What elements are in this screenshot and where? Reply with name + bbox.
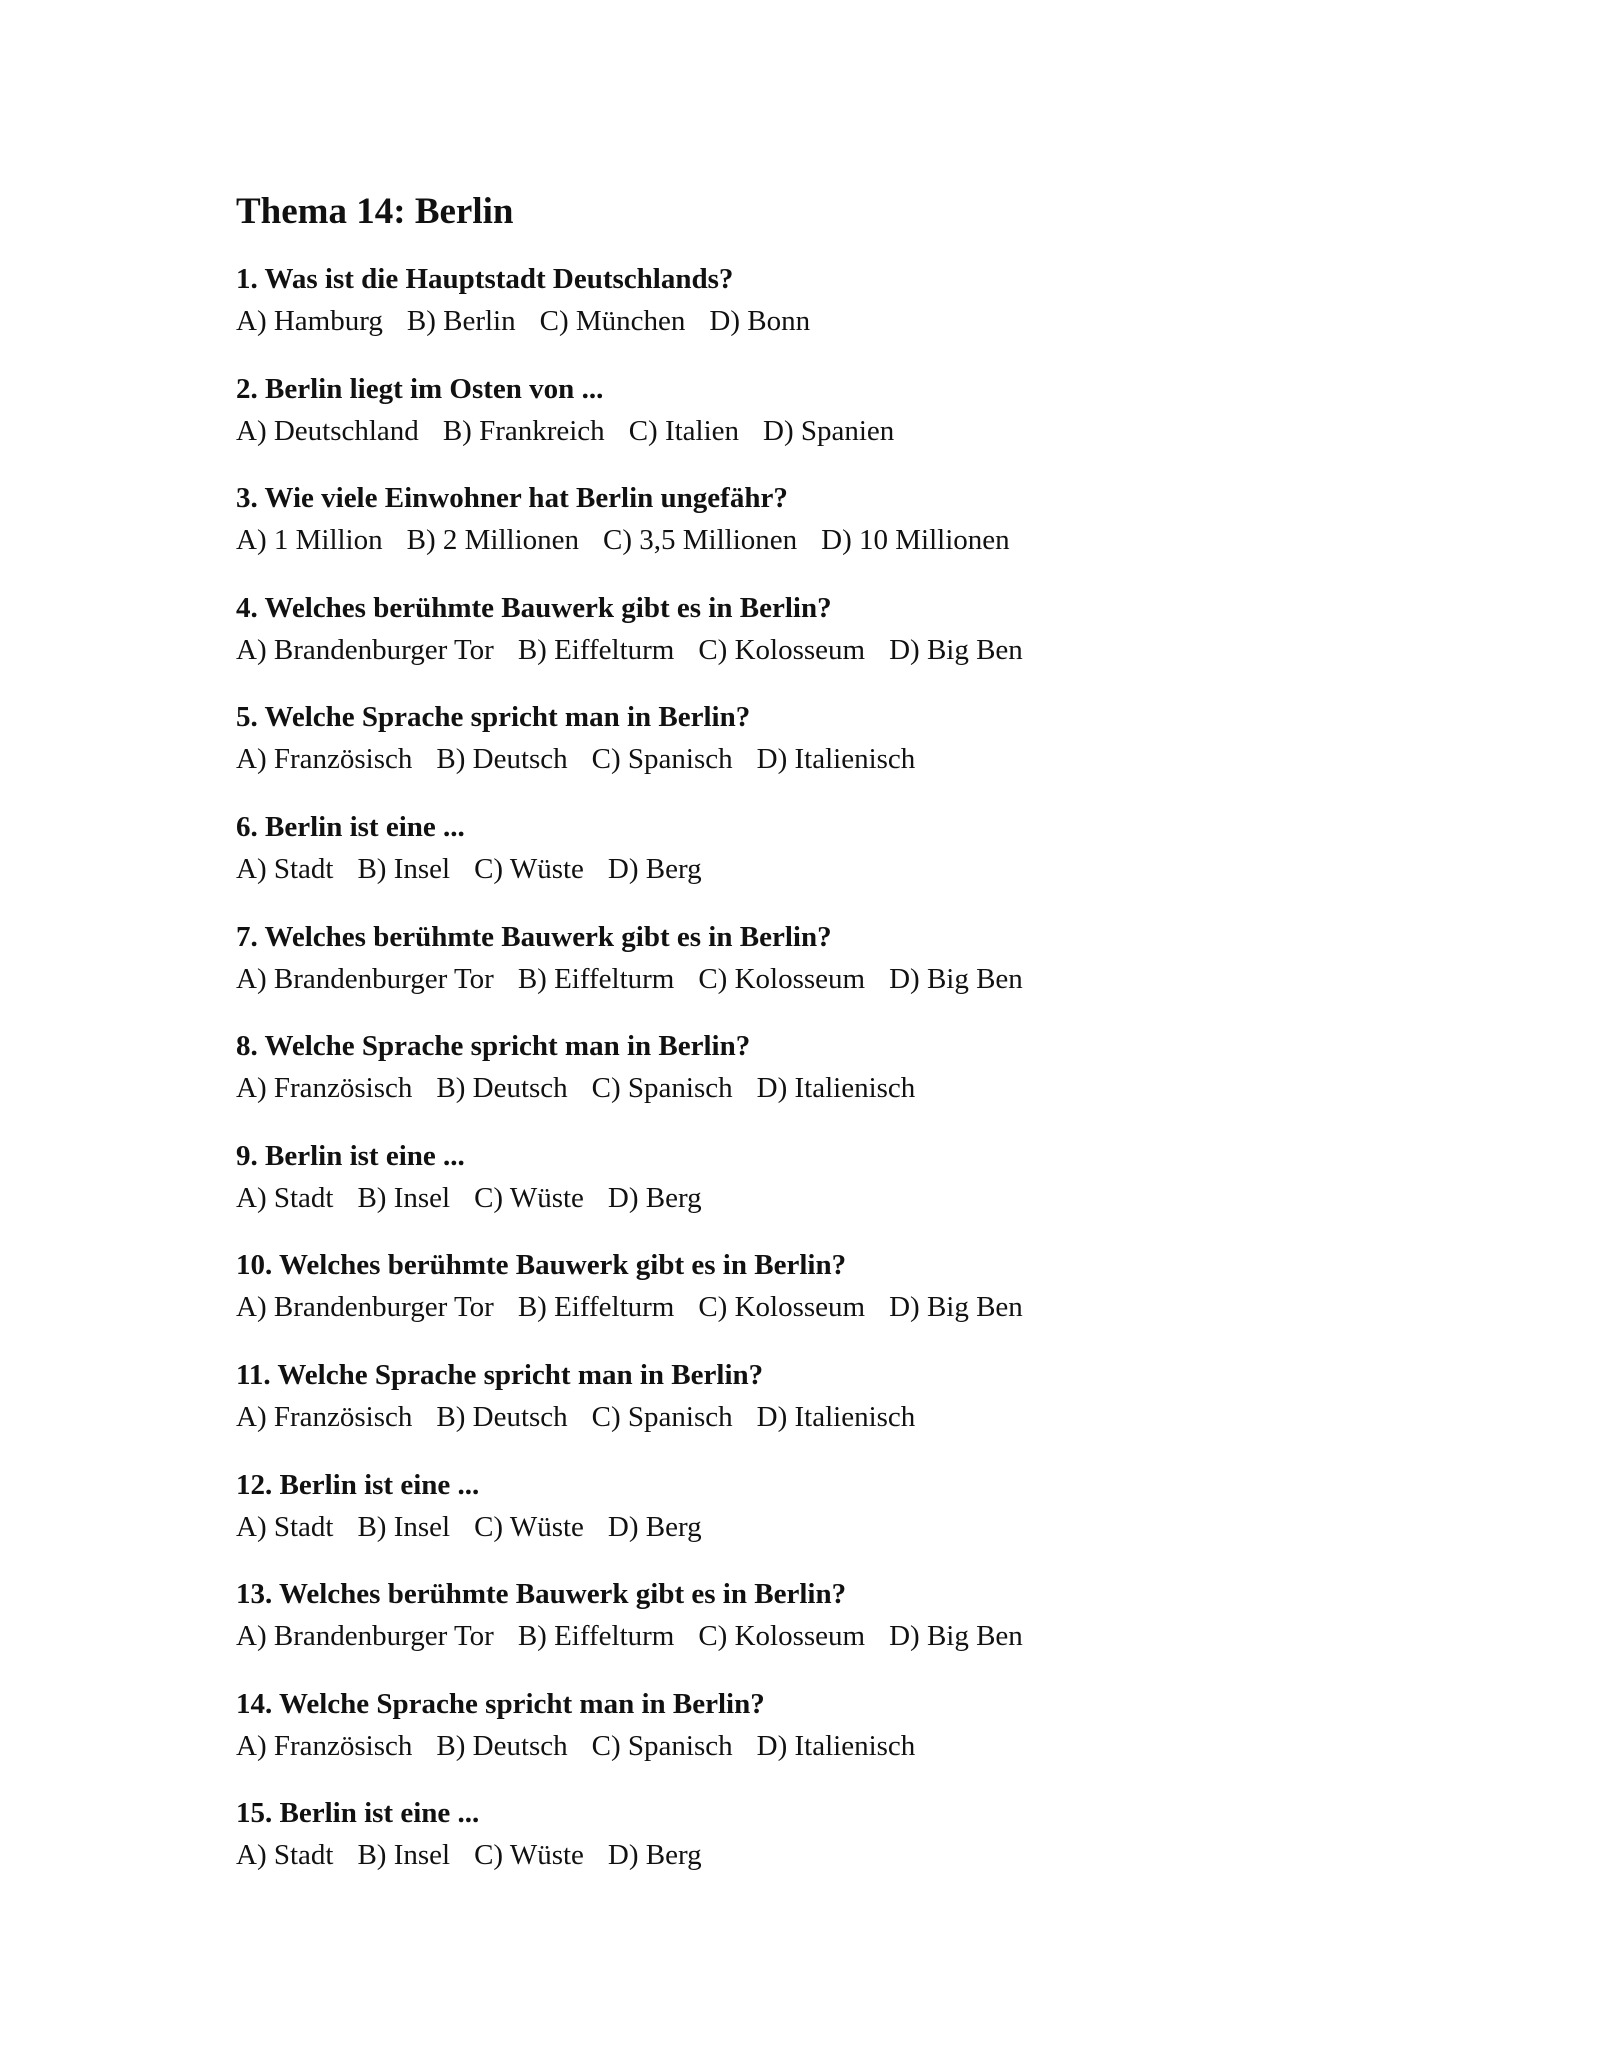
question-text: 2. Berlin liegt im Osten von ...: [236, 372, 604, 405]
answer-options: [236, 1834, 1436, 1876]
option-d: D) Bonn: [709, 305, 811, 337]
answer-options: [236, 1396, 1436, 1438]
question-text: 10. Welches berühmte Bauwerk gibt es in Berlin?: [236, 1249, 847, 1282]
option-a: A) Brandenburger Tor: [236, 1291, 494, 1324]
option-a: A) Stadt: [236, 1839, 334, 1872]
option-b: B) Deutsch: [436, 1072, 568, 1105]
option-d: D) Italienisch: [756, 743, 916, 776]
option-b: B) Deutsch: [436, 1400, 568, 1433]
answer-options: [236, 958, 1436, 1000]
option-d: D) Italienisch: [756, 1072, 916, 1105]
option-d: D) Big Ben: [889, 1291, 1023, 1324]
question-item: [236, 1354, 1436, 1464]
answer-options: [236, 848, 1436, 890]
answer-options: [236, 410, 1436, 452]
option-c: C) Wüste: [474, 1510, 584, 1543]
question-item: [236, 916, 1436, 1026]
question-item: [236, 368, 1436, 478]
option-b: B) Insel: [357, 852, 451, 885]
option-c: C) Wüste: [474, 852, 584, 885]
question-item: [236, 696, 1436, 806]
option-d: D) 10 Millionen: [821, 524, 1010, 557]
question-text: 14. Welche Sprache spricht man in Berlin?: [236, 1687, 765, 1720]
option-a: A) Stadt: [236, 1510, 334, 1543]
question-text: 3. Wie viele Einwohner hat Berlin ungefähr?: [236, 482, 788, 515]
answer-options: [236, 1177, 1436, 1219]
question-text: 8. Welche Sprache spricht man in Berlin?: [236, 1030, 751, 1063]
question-text: 9. Berlin ist eine ...: [236, 1139, 465, 1172]
option-a: A) Stadt: [236, 852, 334, 885]
option-a: A) Französisch: [236, 1400, 413, 1433]
option-b: B) 2 Millionen: [406, 524, 580, 557]
option-b: B) Insel: [357, 1181, 451, 1214]
question-text: 12. Berlin ist eine ...: [236, 1468, 480, 1501]
answer-options: [236, 300, 1436, 342]
option-d: D) Berg: [607, 1181, 702, 1214]
question-text: 6. Berlin ist eine ...: [236, 810, 465, 843]
page-title: Thema 14: Berlin: [236, 191, 514, 232]
question-item: [236, 1025, 1436, 1135]
question-item: [236, 806, 1436, 916]
option-d: D) Big Ben: [889, 962, 1023, 995]
question-item: [236, 1464, 1436, 1574]
question-item: [236, 258, 1436, 368]
option-d: D) Big Ben: [889, 633, 1023, 666]
answer-options: [236, 1506, 1436, 1548]
option-b: B) Deutsch: [436, 743, 568, 776]
option-d: D) Berg: [607, 852, 702, 885]
option-a: A) Französisch: [236, 1072, 413, 1105]
option-a: A) Französisch: [236, 1729, 413, 1762]
option-d: D) Berg: [607, 1839, 702, 1872]
answer-options: [236, 1067, 1436, 1109]
question-text: 15. Berlin ist eine ...: [236, 1797, 480, 1830]
option-b: B) Eiffelturm: [517, 962, 675, 995]
option-b: B) Eiffelturm: [517, 1291, 675, 1324]
option-c: C) Kolosseum: [698, 962, 866, 995]
option-c: C) Spanisch: [591, 743, 733, 776]
answer-options: [236, 1286, 1436, 1328]
option-a: A) Brandenburger Tor: [236, 962, 494, 995]
question-item: [236, 1135, 1436, 1245]
option-c: C) Wüste: [474, 1839, 584, 1872]
question-text: 4. Welches berühmte Bauwerk gibt es in Berlin?: [236, 591, 832, 624]
option-c: C) 3,5 Millionen: [603, 524, 798, 557]
answer-options: [236, 1615, 1436, 1657]
option-c: C) Kolosseum: [698, 1620, 866, 1653]
option-c: C) Spanisch: [591, 1072, 733, 1105]
option-d: D) Italienisch: [756, 1400, 916, 1433]
question-item: [236, 587, 1436, 697]
question-item: [236, 1792, 1436, 1902]
question-text: 7. Welches berühmte Bauwerk gibt es in Berlin?: [236, 920, 832, 953]
option-a: A) Hamburg: [236, 305, 383, 337]
option-d: D) Big Ben: [889, 1620, 1023, 1653]
option-b: B) Insel: [357, 1510, 451, 1543]
option-b: B) Berlin: [406, 305, 516, 337]
option-c: C) Wüste: [474, 1181, 584, 1214]
option-b: B) Eiffelturm: [517, 633, 675, 666]
option-c: C) Spanisch: [591, 1729, 733, 1762]
option-a: A) Brandenburger Tor: [236, 1620, 494, 1653]
option-a: A) Brandenburger Tor: [236, 633, 494, 666]
option-c: C) Kolosseum: [698, 633, 866, 666]
question-text: 5. Welche Sprache spricht man in Berlin?: [236, 701, 751, 734]
option-d: D) Italienisch: [756, 1729, 916, 1762]
option-a: A) Französisch: [236, 743, 413, 776]
option-a: A) Stadt: [236, 1181, 334, 1214]
option-d: D) Spanien: [763, 414, 895, 447]
worksheet-page: [236, 186, 1436, 1902]
option-a: A) Deutschland: [236, 414, 419, 447]
option-b: B) Deutsch: [436, 1729, 568, 1762]
option-b: B) Eiffelturm: [517, 1620, 675, 1653]
option-c: C) München: [539, 305, 686, 337]
question-item: [236, 1683, 1436, 1793]
question-item: [236, 477, 1436, 587]
question-text: 11. Welche Sprache spricht man in Berlin?: [236, 1358, 764, 1391]
question-item: [236, 1244, 1436, 1354]
option-b: B) Frankreich: [442, 414, 605, 447]
option-d: D) Berg: [607, 1510, 702, 1543]
option-c: C) Kolosseum: [698, 1291, 866, 1324]
option-a: A) 1 Million: [236, 524, 383, 557]
answer-options: [236, 519, 1436, 561]
question-text: 1. Was ist die Hauptstadt Deutschlands?: [236, 263, 734, 295]
answer-options: [236, 1725, 1436, 1767]
answer-options: [236, 738, 1436, 780]
question-item: [236, 1573, 1436, 1683]
option-b: B) Insel: [357, 1839, 451, 1872]
option-c: C) Italien: [628, 414, 740, 447]
question-text: 13. Welches berühmte Bauwerk gibt es in Berlin?: [236, 1578, 847, 1611]
answer-options: [236, 629, 1436, 671]
option-c: C) Spanisch: [591, 1400, 733, 1433]
